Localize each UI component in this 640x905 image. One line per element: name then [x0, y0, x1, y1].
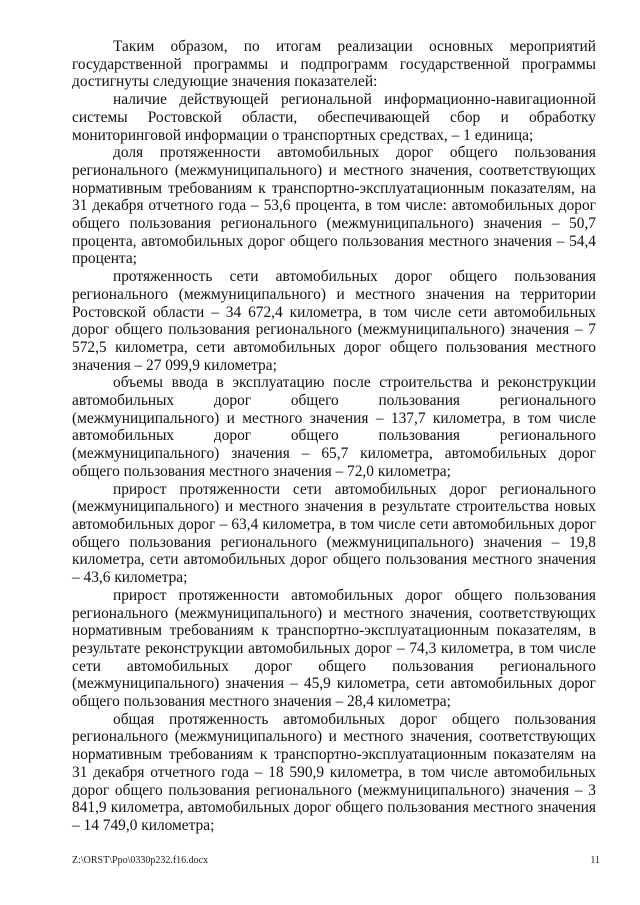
paragraph-new-construction-growth: прирост протяженности сети автомобильных дорог регионального (межмуниципального) и местного значения в результате строительства новых автомобильных дорог – 63,4 километра, в том числе сети автомобильных дорог общего пользования регионального (межмуниципального) значения – 19,8 километра, сети автомобильных дорог общего пользования местного значения – 43,6 километра; — [72, 480, 596, 587]
document-body — [72, 38, 596, 835]
paragraph-network-length: протяженность сети автомобильных дорог общего пользования регионального (межмуниципального) и местного значения на территории Ростовской области – 34 672,4 километра, в том числе сети автомобильных дорог общего пользования регионального (межмуниципального) значения – 7 572,5 километра, сети автомобильных дорог общего пользования местного значения – 27 099,9 километра; — [72, 268, 596, 374]
paragraph-total-compliant-length: общая протяженность автомобильных дорог общего пользования регионального (межмуниципального) и местного значения, соответствующих нормативным требованиям к транспортно-эксплуатационным показателям на 31 декабря отчетного года – 18 590,9 километра, в том числе автомобильных дорог общего пользования регионального (межмуниципального) значения – 3 841,9 километра, автомобильных дорог общего пользования местного значения – 14 749,0 километра; — [72, 710, 596, 834]
paragraph-road-share: доля протяженности автомобильных дорог общего пользования регионального (межмуниципального) и местного значения, соответствующих нормативным требованиям к транспортно-эксплуатационным показателям, на 31 декабря отчетного года – 53,6 процента, в том числе: автомобильных дорог общего пользования регионального (межмуниципального) значения – 50,7 процента, автомобильных дорог общего пользования местного значения – 54,4 процента; — [72, 144, 596, 268]
paragraph-summary-intro: Таким образом, по итогам реализации основных мероприятий государственной программы и подпрограмм государственной программы достигнуты следующие значения показателей: — [72, 38, 596, 91]
paragraph-navigation-system: наличие действующей региональной информационно-навигационной системы Ростовской области, обеспечивающей сбор и обработку мониторинговой информации о транспортных средствах, – 1 единица; — [72, 91, 596, 144]
paragraph-reconstruction-growth: прирост протяженности автомобильных дорог общего пользования регионального (межмуниципального) и местного значения, соответствующих нормативным требованиям к транспортно-эксплуатационным показателям, в результате реконструкции автомобильных дорог – 74,3 километра, в том числе сети автомобильных дорог общего пользования регионального (межмуниципального) значения – 45,9 километра, сети автомобильных дорог общего пользования местного значения – 28,4 километра; — [72, 586, 596, 711]
paragraph-commissioning-volume: объемы ввода в эксплуатацию после строительства и реконструкции автомобильных дорог общего пользования регионального (межмуниципального) и местного значения – 137,7 километра, в том числе автомобильных дорог общего пользования регионального (межмуниципального) значения – 65,7 километра, автомобильных дорог общего пользования местного значения – 72,0 километра; — [72, 374, 596, 480]
page-number: 11 — [590, 855, 600, 866]
footer-file-path: Z:\ORST\Ppo\0330p232.f16.docx — [72, 855, 209, 866]
